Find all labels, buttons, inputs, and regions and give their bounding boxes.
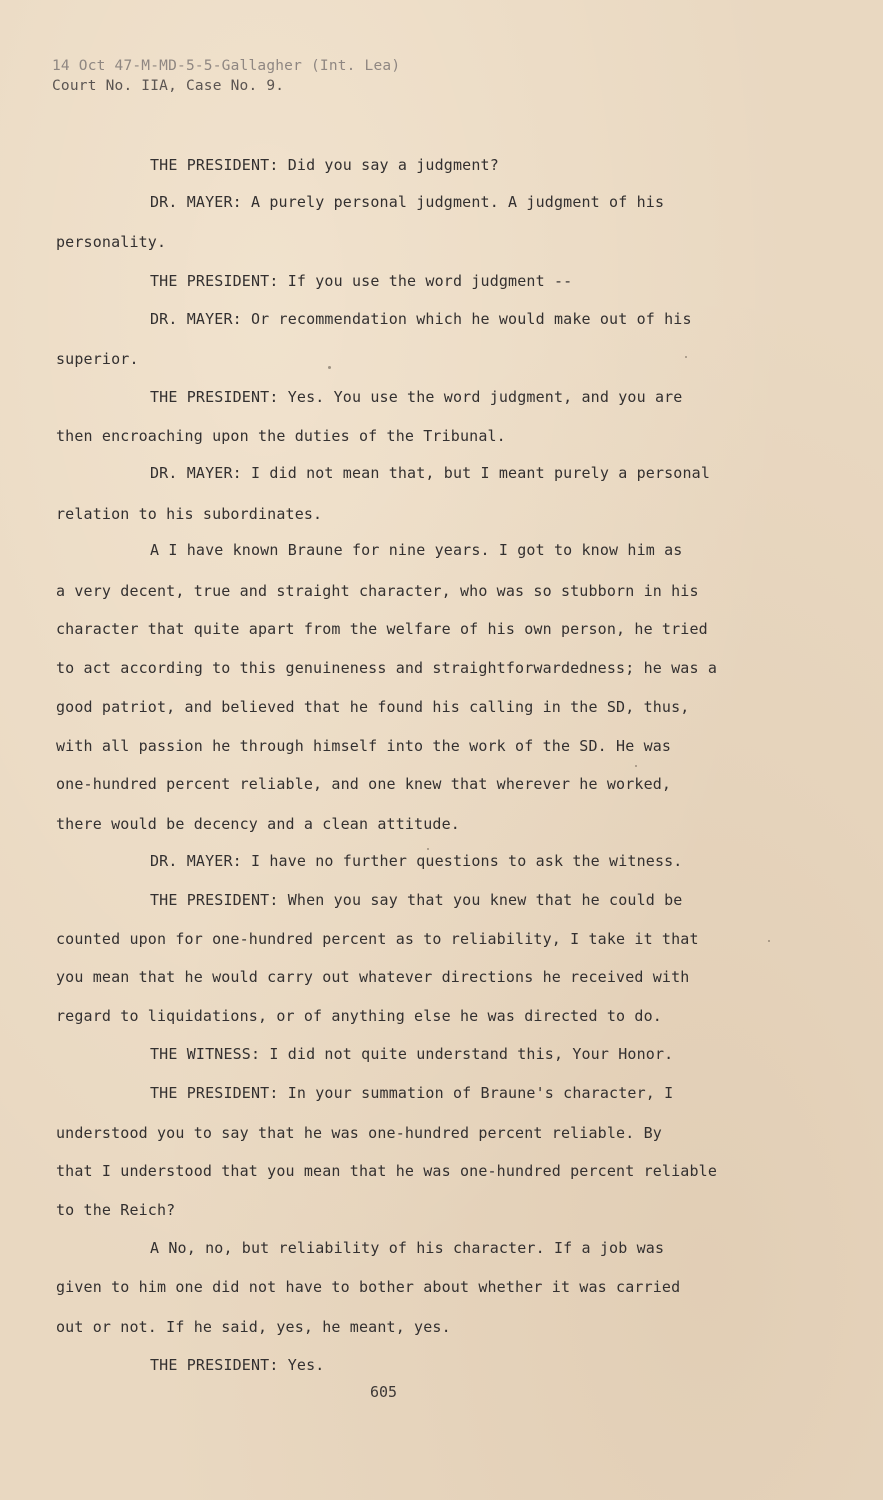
paper-speck [768,940,770,942]
text-line: THE PRESIDENT: Yes. You use the word judgment, and you are [150,388,683,406]
text-line: THE PRESIDENT: Yes. [150,1356,325,1374]
text-line: a very decent, true and straight character, who was so stubborn in his [56,582,699,600]
text-line: THE PRESIDENT: In your summation of Braune's character, I [150,1084,674,1102]
header-line-2: Court No. IIA, Case No. 9. [52,78,285,94]
text-line: DR. MAYER: Or recommendation which he would make out of his [150,310,692,328]
text-line: A No, no, but reliability of his character. If a job was [150,1239,665,1257]
text-line: then encroaching upon the duties of the Tribunal. [56,427,506,445]
text-line: DR. MAYER: I did not mean that, but I meant purely a personal [150,464,711,482]
text-line: good patriot, and believed that he found his calling in the SD, thus, [56,698,690,716]
text-line: DR. MAYER: A purely personal judgment. A judgment of his [150,193,665,211]
paper-speck [685,356,687,358]
text-line: one-hundred percent reliable, and one knew that wherever he worked, [56,775,672,793]
text-line: you mean that he would carry out whatever directions he received with [56,968,690,986]
text-line: personality. [56,233,167,251]
page-number: 605 [370,1383,398,1401]
text-line: there would be decency and a clean attitude. [56,815,460,833]
text-line: character that quite apart from the welfare of his own person, he tried [56,620,708,638]
text-line: relation to his subordinates. [56,505,323,523]
text-line: THE PRESIDENT: When you say that you knew that he could be [150,891,683,909]
paper-speck [635,765,637,767]
header-line-1: 14 Oct 47-M-MD-5-5-Gallagher (Int. Lea) [52,58,401,74]
text-line: understood you to say that he was one-hundred percent reliable. By [56,1124,662,1142]
text-line: superior. [56,350,139,368]
text-line: with all passion he through himself into the work of the SD. He was [56,737,672,755]
text-line: THE PRESIDENT: Did you say a judgment? [150,156,499,174]
text-line: counted upon for one-hundred percent as to reliability, I take it that [56,930,699,948]
text-line: regard to liquidations, or of anything else he was directed to do. [56,1007,662,1025]
text-line: DR. MAYER: I have no further questions to ask the witness. [150,852,683,870]
text-line: A I have known Braune for nine years. I got to know him as [150,541,683,559]
text-line: THE WITNESS: I did not quite understand this, Your Honor. [150,1045,674,1063]
text-line: given to him one did not have to bother about whether it was carried [56,1278,681,1296]
paper-speck [427,848,429,850]
text-line: to act according to this genuineness and straightforwardedness; he was a [56,659,718,677]
text-line: THE PRESIDENT: If you use the word judgment -- [150,272,573,290]
text-line: to the Reich? [56,1201,176,1219]
paper-speck [328,366,331,369]
text-line: out or not. If he said, yes, he meant, yes. [56,1318,451,1336]
text-line: that I understood that you mean that he was one-hundred percent reliable [56,1162,718,1180]
